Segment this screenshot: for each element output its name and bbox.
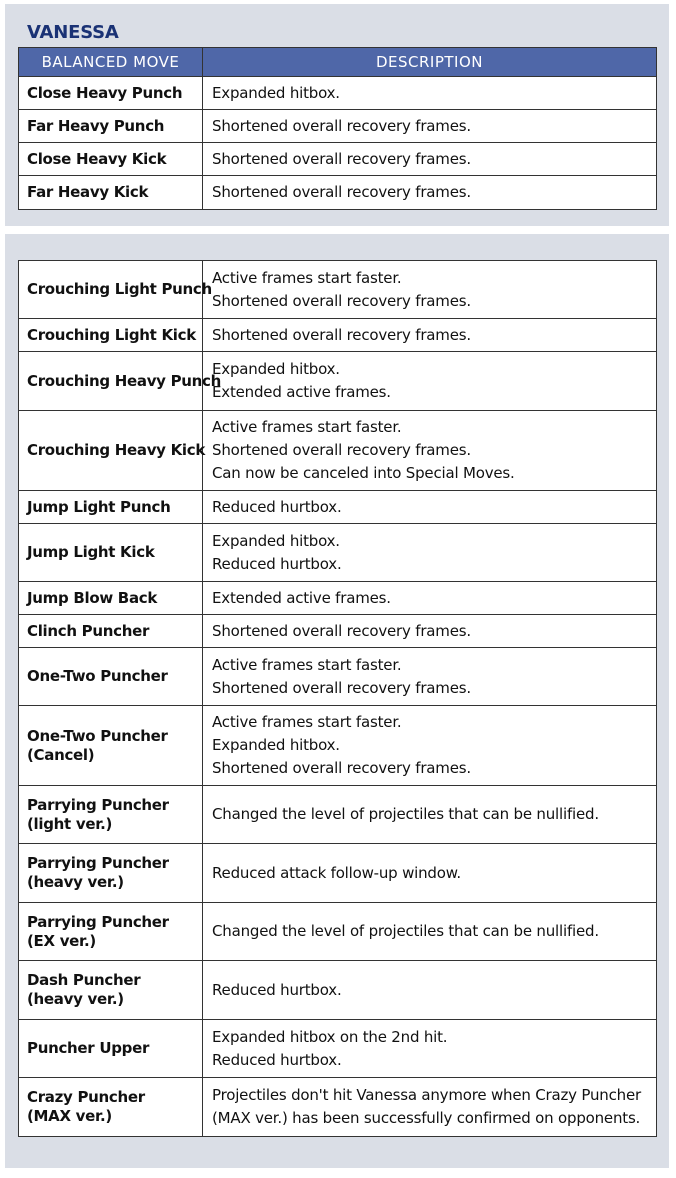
description-line: Projectiles don't hit Vanessa anymore when Crazy Puncher — [212, 1086, 641, 1104]
table-row — [19, 77, 657, 110]
table-row — [19, 491, 657, 524]
move-name-cell — [19, 615, 203, 648]
description-cell — [203, 261, 657, 319]
description-line: Shortened overall recovery frames. — [212, 116, 471, 135]
table-row — [19, 176, 657, 210]
character-title: VANESSA — [27, 22, 119, 43]
move-name-line: Jump Light Punch — [27, 497, 171, 516]
move-name-cell — [19, 411, 203, 491]
move-name-cell — [19, 176, 203, 210]
move-name-line: Parrying Puncher — [27, 912, 169, 931]
balanced-moves-panel-continued — [5, 234, 669, 1168]
description-cell — [203, 706, 657, 786]
column-header-move: BALANCED MOVE — [19, 48, 203, 77]
description-line: Active frames start faster. — [212, 655, 402, 674]
table-row — [19, 411, 657, 491]
move-name-cell — [19, 1020, 203, 1078]
move-name-line: Crouching Light Kick — [27, 325, 196, 344]
move-name-line: Far Heavy Punch — [27, 116, 165, 135]
description-cell — [203, 615, 657, 648]
description-cell — [203, 1020, 657, 1078]
description-line: Shortened overall recovery frames. — [212, 183, 471, 201]
move-name-line: Dash Puncher — [27, 971, 141, 989]
description-line: Reduced hurtbox. — [212, 1050, 342, 1069]
move-name-cell — [19, 261, 212, 319]
table-row — [19, 615, 657, 648]
description-line: Shortened overall recovery frames. — [212, 291, 471, 310]
description-cell — [203, 143, 657, 176]
move-name-cell — [19, 491, 203, 524]
move-name-line: Jump Blow Back — [27, 588, 158, 607]
table-row — [19, 524, 657, 582]
table-row — [19, 903, 657, 961]
description-line: Active frames start faster. — [212, 268, 402, 287]
table-row — [19, 1078, 657, 1137]
table-row — [19, 143, 657, 176]
description-cell — [203, 1078, 657, 1137]
description-cell — [203, 648, 657, 706]
description-cell — [203, 524, 657, 582]
move-name-line: Far Heavy Kick — [27, 183, 149, 201]
description-line: Expanded hitbox. — [212, 531, 340, 550]
description-line: Expanded hitbox. — [212, 736, 340, 754]
description-line: Shortened overall recovery frames. — [212, 678, 471, 697]
table-row — [19, 110, 657, 143]
table-row — [19, 319, 657, 352]
description-line: Changed the level of projectiles that can be nullified. — [212, 922, 599, 940]
description-line: Reduced hurtbox. — [212, 497, 342, 516]
description-line: Reduced hurtbox. — [212, 554, 342, 573]
description-cell — [203, 352, 657, 411]
move-name-line: Crouching Heavy Kick — [27, 441, 205, 459]
balanced-moves-panel — [5, 4, 669, 226]
move-name-cell — [19, 1078, 203, 1137]
description-line: Reduced attack follow-up window. — [212, 863, 461, 882]
description-line: Extended active frames. — [212, 383, 391, 401]
table-row — [19, 261, 657, 319]
description-cell — [203, 786, 657, 844]
description-line: Shortened overall recovery frames. — [212, 759, 471, 777]
move-name-line: Clinch Puncher — [27, 621, 150, 640]
balance-table-bottom — [18, 260, 657, 1137]
table-row — [19, 648, 657, 706]
move-name-line: One-Two Puncher — [27, 667, 168, 685]
description-line: Reduced hurtbox. — [212, 980, 342, 999]
move-name-line: (MAX ver.) — [27, 1107, 112, 1125]
move-name-cell — [19, 524, 203, 582]
description-line: Changed the level of projectiles that can be nullified. — [212, 805, 599, 823]
move-name-cell — [19, 352, 221, 411]
move-name-line: (heavy ver.) — [27, 990, 124, 1008]
description-cell — [203, 844, 657, 903]
move-name-line: Crouching Heavy Punch — [27, 371, 221, 390]
move-name-cell — [19, 319, 203, 352]
description-line: Shortened overall recovery frames. — [212, 325, 471, 344]
column-header-description: DESCRIPTION — [203, 48, 657, 77]
move-name-line: (heavy ver.) — [27, 873, 124, 891]
description-cell — [203, 903, 657, 961]
move-name-line: Crouching Light Punch — [27, 280, 212, 298]
table-row — [19, 1020, 657, 1078]
move-name-cell — [19, 706, 203, 786]
move-name-line: Close Heavy Punch — [27, 83, 183, 102]
description-line: Shortened overall recovery frames. — [212, 441, 471, 459]
move-name-line: Parrying Puncher — [27, 854, 169, 872]
move-name-line: Crazy Puncher — [27, 1088, 145, 1106]
description-line: Extended active frames. — [212, 588, 391, 607]
move-name-cell — [19, 903, 203, 961]
move-name-line: Parrying Puncher — [27, 795, 169, 814]
description-line: Can now be canceled into Special Moves. — [212, 464, 515, 482]
move-name-cell — [19, 961, 203, 1020]
table-row — [19, 844, 657, 903]
description-cell — [203, 176, 657, 210]
description-cell — [203, 77, 657, 110]
move-name-line: Close Heavy Kick — [27, 149, 167, 168]
description-cell — [203, 961, 657, 1020]
description-cell — [203, 491, 657, 524]
move-name-cell — [19, 582, 203, 615]
move-name-line: (light ver.) — [27, 814, 113, 833]
move-name-cell — [19, 77, 203, 110]
move-name-cell — [19, 648, 203, 706]
description-line: (MAX ver.) has been successfully confirmed on opponents. — [212, 1109, 641, 1127]
description-line: Active frames start faster. — [212, 418, 402, 436]
table-row — [19, 961, 657, 1020]
table-row — [19, 706, 657, 786]
move-name-line: Puncher Upper — [27, 1039, 150, 1057]
table-row — [19, 582, 657, 615]
move-name-cell — [19, 143, 203, 176]
description-cell — [203, 582, 657, 615]
move-name-line: (Cancel) — [27, 745, 95, 764]
move-name-line: One-Two Puncher — [27, 726, 168, 745]
description-line: Expanded hitbox. — [212, 83, 340, 102]
balance-table-top — [18, 47, 657, 210]
table-row — [19, 786, 657, 844]
description-cell — [203, 319, 657, 352]
description-cell — [203, 411, 657, 491]
table-header-row — [19, 48, 657, 77]
description-line: Shortened overall recovery frames. — [212, 149, 471, 168]
move-name-cell — [19, 110, 203, 143]
description-line: Expanded hitbox. — [212, 360, 340, 378]
description-line: Active frames start faster. — [212, 713, 402, 731]
move-name-line: Jump Light Kick — [27, 543, 155, 561]
move-name-cell — [19, 786, 203, 844]
description-line: Shortened overall recovery frames. — [212, 621, 471, 640]
table-row — [19, 352, 657, 411]
description-line: Expanded hitbox on the 2nd hit. — [212, 1027, 448, 1046]
move-name-cell — [19, 844, 203, 903]
move-name-line: (EX ver.) — [27, 931, 96, 950]
description-cell — [203, 110, 657, 143]
